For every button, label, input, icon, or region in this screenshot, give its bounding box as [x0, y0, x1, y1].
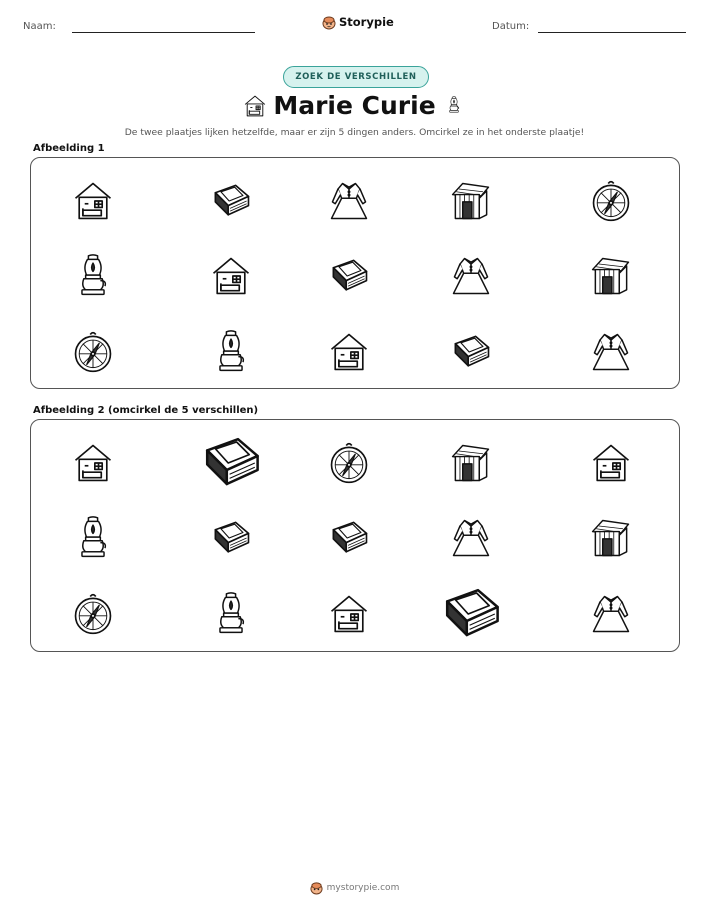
picture-1-cell-2-2[interactable]	[208, 253, 254, 299]
lamp-icon	[208, 329, 254, 375]
dress-icon	[588, 329, 634, 375]
book-icon	[196, 428, 266, 498]
picture-2-cell-2-4[interactable]	[448, 515, 494, 561]
house-icon	[70, 440, 116, 486]
picture-2-cell-2-5[interactable]	[588, 515, 634, 561]
picture-2-cell-2-2[interactable]	[208, 515, 254, 561]
picture-2-cell-3-3[interactable]	[326, 591, 372, 637]
date-field[interactable]	[538, 32, 686, 33]
pie-mascot-icon	[310, 880, 323, 895]
picture-2-cell-1-2[interactable]	[196, 428, 266, 498]
picture-2-cell-3-5[interactable]	[588, 591, 634, 637]
book-icon	[326, 253, 372, 299]
picture-1-cell-1-3[interactable]	[326, 178, 372, 224]
dress-icon	[448, 515, 494, 561]
dress-icon	[588, 591, 634, 637]
house-icon	[208, 253, 254, 299]
pie-mascot-icon	[322, 14, 336, 30]
picture-1-label: Afbeelding 1	[33, 143, 105, 154]
dress-icon	[326, 178, 372, 224]
page-title: Marie Curie	[273, 91, 436, 120]
picture-1-cell-2-4[interactable]	[448, 253, 494, 299]
brand-name: Storypie	[339, 15, 394, 29]
book-icon	[208, 178, 254, 224]
instructions: De twee plaatjes lijken hetzelfde, maar er zijn 5 dingen anders. Omcirkel ze in het onderste plaatje!	[124, 127, 585, 138]
lamp-icon	[70, 515, 116, 561]
picture-1-cell-1-2[interactable]	[208, 178, 254, 224]
picture-2-cell-2-3[interactable]	[326, 515, 372, 561]
lamp-icon	[208, 591, 254, 637]
brand-logo	[322, 14, 394, 30]
picture-2-cell-3-1[interactable]	[70, 591, 116, 637]
compass-icon	[70, 329, 116, 375]
book-icon	[208, 515, 254, 561]
picture-2-label: Afbeelding 2 (omcirkel de 5 verschillen)	[33, 405, 259, 416]
picture-1-cell-2-5[interactable]	[588, 253, 634, 299]
picture-2-cell-3-2[interactable]	[208, 591, 254, 637]
picture-1-cell-3-1[interactable]	[70, 329, 116, 375]
name-field[interactable]	[72, 32, 255, 33]
name-label: Naam:	[23, 21, 56, 32]
picture-1-cell-1-5[interactable]	[588, 178, 634, 224]
compass-icon	[588, 178, 634, 224]
picture-1-cell-3-3[interactable]	[326, 329, 372, 375]
picture-1-cell-1-4[interactable]	[448, 178, 494, 224]
book-icon	[448, 329, 494, 375]
footer-url[interactable]: mystorypie.com	[326, 882, 400, 893]
house-icon	[326, 329, 372, 375]
book-icon	[436, 579, 506, 649]
shed-icon	[588, 253, 634, 299]
house-icon	[326, 591, 372, 637]
picture-2-cell-1-5[interactable]	[588, 440, 634, 486]
compass-icon	[70, 591, 116, 637]
house-icon	[70, 178, 116, 224]
picture-1-cell-3-4[interactable]	[448, 329, 494, 375]
lamp-icon	[70, 253, 116, 299]
picture-1-cell-1-1[interactable]	[70, 178, 116, 224]
picture-2-cell-1-4[interactable]	[448, 440, 494, 486]
picture-2-cell-1-3[interactable]	[326, 440, 372, 486]
activity-badge: ZOEK DE VERSCHILLEN	[283, 66, 429, 88]
lamp-icon	[445, 90, 463, 120]
compass-icon	[326, 440, 372, 486]
shed-icon	[448, 440, 494, 486]
picture-1-cell-3-5[interactable]	[588, 329, 634, 375]
shed-icon	[448, 178, 494, 224]
shed-icon	[588, 515, 634, 561]
picture-1-panel	[30, 157, 680, 389]
picture-1-cell-3-2[interactable]	[208, 329, 254, 375]
dress-icon	[448, 253, 494, 299]
picture-1-cell-2-1[interactable]	[70, 253, 116, 299]
picture-2-cell-3-4[interactable]	[436, 579, 506, 649]
picture-1-cell-2-3[interactable]	[326, 253, 372, 299]
footer	[0, 880, 709, 895]
picture-2-cell-1-1[interactable]	[70, 440, 116, 486]
book-icon	[326, 515, 372, 561]
house-icon	[588, 440, 634, 486]
date-label: Datum:	[492, 21, 530, 32]
picture-2-cell-2-1[interactable]	[70, 515, 116, 561]
picture-2-panel	[30, 419, 680, 652]
